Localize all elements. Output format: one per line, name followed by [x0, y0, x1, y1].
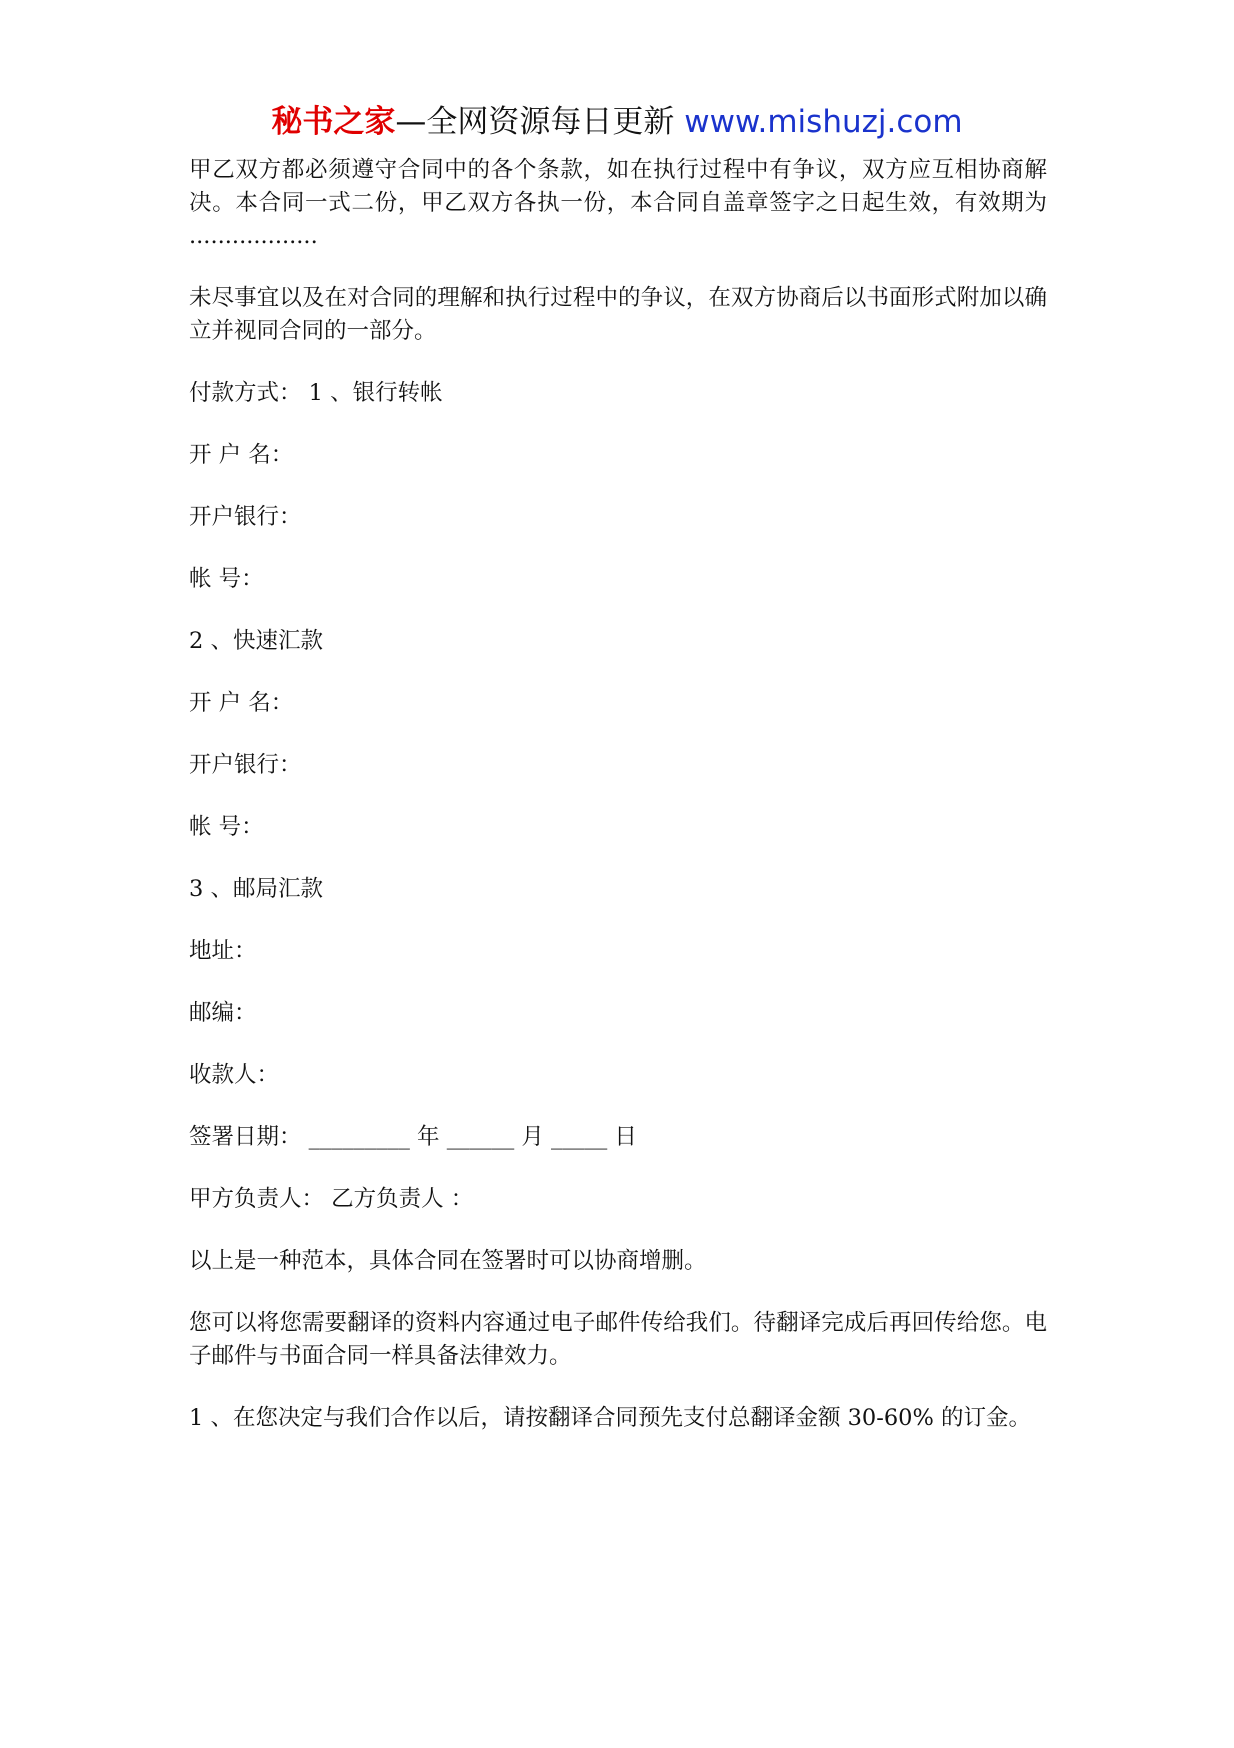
field-account-name-1: 开 户 名： [189, 442, 294, 468]
paragraph-validity-clause: 甲乙双方都必须遵守合同中的各个条款，如在执行过程中有争议，双方应互相协商解决。本合同一式二份，甲乙双方各执一份，本合同自盖章签字之日起生效，有效期为 .................. [189, 157, 1047, 249]
site-slogan: —全网资源每日更新 [395, 104, 675, 140]
field-responsible-persons: 甲方负责人： 乙方负责人 ： [189, 1186, 474, 1212]
paragraph-deposit-note: 1 、在您决定与我们合作以后，请按翻译合同预先支付总翻译金额 30-60% 的订金。 [189, 1405, 1032, 1431]
field-account-number-2: 帐 号： [189, 814, 264, 840]
site-url-link[interactable]: www.mishuzj.com [684, 104, 963, 140]
field-signing-date: 签署日期： _________ 年 ______ 月 _____ 日 [189, 1124, 637, 1150]
paragraph-express-remittance: 2 、快速汇款 [189, 628, 323, 654]
field-bank-2: 开户银行： [189, 752, 302, 778]
field-address: 地址： [189, 938, 257, 964]
paragraph-template-note: 以上是一种范本，具体合同在签署时可以协商增删。 [189, 1248, 707, 1274]
field-postcode: 邮编： [189, 1000, 257, 1026]
paragraph-payment-method: 付款方式： 1 、银行转帐 [189, 380, 443, 406]
paragraph-postal-remittance: 3 、邮局汇款 [189, 876, 323, 902]
site-brand: 秘书之家 [271, 104, 396, 140]
field-account-number-1: 帐 号： [189, 566, 264, 592]
field-account-name-2: 开 户 名： [189, 690, 294, 716]
document-body [189, 154, 1047, 1464]
page-header [0, 102, 1234, 142]
paragraph-email-note: 您可以将您需要翻译的资料内容通过电子邮件传给我们。待翻译完成后再回传给您。电子邮件与书面合同一样具备法律效力。 [189, 1310, 1047, 1369]
paragraph-supplementary-terms: 未尽事宜以及在对合同的理解和执行过程中的争议，在双方协商后以书面形式附加以确立并视同合同的一部分。 [189, 285, 1047, 344]
field-bank-1: 开户银行： [189, 504, 302, 530]
field-payee: 收款人： [189, 1062, 280, 1088]
